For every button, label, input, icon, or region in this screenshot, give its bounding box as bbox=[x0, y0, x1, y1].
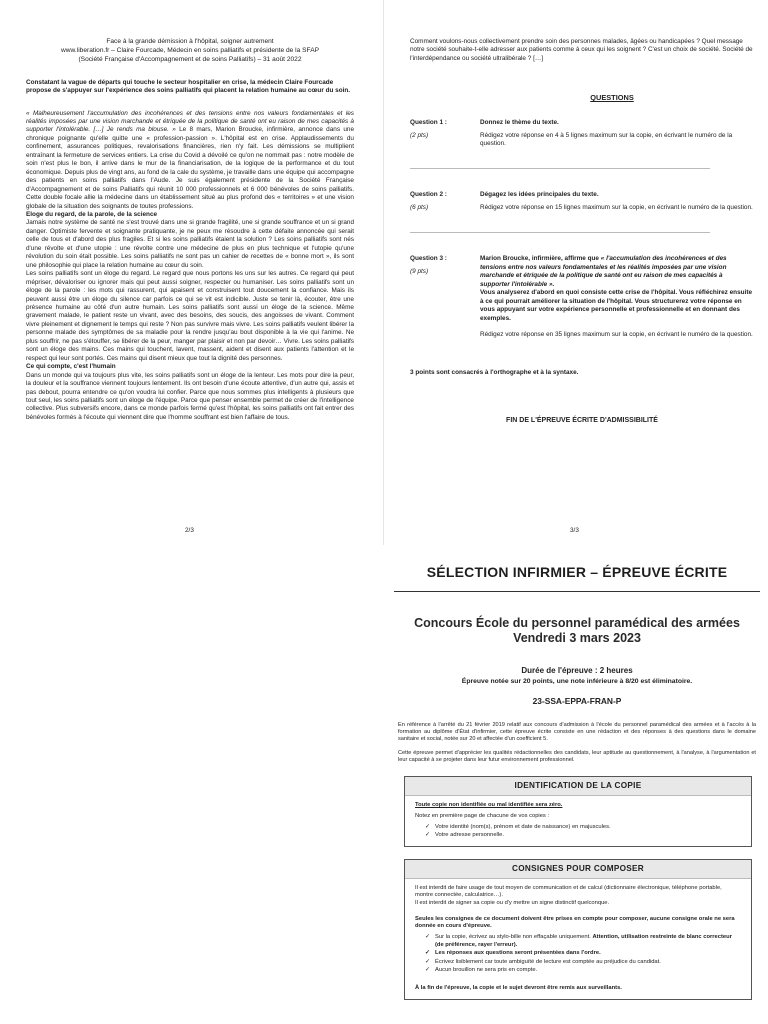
question-2-left bbox=[410, 191, 466, 212]
section-heading-1: Eloge du regard, de la parole, de la science bbox=[26, 211, 158, 219]
instructions-list bbox=[415, 934, 741, 975]
question-main bbox=[480, 255, 754, 289]
question-3-quote: « l'accumulation des incohérences et des tensions entre nos valeurs fondamentales et les réalités imposées par une vision marchande et étriquée de la politique de santé ont eu raison de mes capacités à supporter l'intolérable ». bbox=[480, 255, 727, 288]
identification-warning: Toute copie non identifiée ou mal identifiée sera zéro. bbox=[415, 802, 563, 809]
source-org: (Société Française d'Accompagnement et de soins Palliatifs) – 31 août 2022 bbox=[78, 55, 302, 63]
list-item bbox=[427, 934, 741, 949]
end-of-exam: FIN DE L'ÉPREUVE ÉCRITE D'ADMISSIBILITÉ bbox=[506, 416, 658, 424]
list-item: ✓ Votre adresse personnelle. bbox=[427, 832, 741, 840]
question-1 bbox=[410, 119, 754, 148]
article-body bbox=[26, 110, 354, 423]
question-main: Dégagez les idées principales du texte. bbox=[480, 191, 599, 199]
list-item: ✓ Votre identité (nom(s), prénom et date de naissance) en majuscules. bbox=[427, 824, 741, 832]
question-1-right bbox=[480, 119, 754, 148]
identification-title: IDENTIFICATION DE LA COPIE bbox=[405, 777, 751, 796]
page-2-of-3 bbox=[0, 0, 384, 545]
list-item-bold: Attention, utilisation restreinte de blanc correcteur (de préférence, rayer l'erreur). bbox=[435, 933, 732, 948]
list-item: ✓ Aucun brouillon ne sera pris en compte. bbox=[427, 967, 741, 975]
question-3-right bbox=[480, 255, 754, 339]
question-2-right bbox=[480, 191, 754, 212]
list-item-text: Sur la copie, écrivez au stylo-bille non effaçable uniquement. bbox=[435, 933, 593, 940]
paragraph-1-rest: Le 8 mars, Marion Broucke, infirmière, annonce dans une chronique poignante qu'elle quitte une « profession-passion ». L'hôpital est en crise. Applaudissements du confinement, assurances politiques, revalorisations financières, rien n'y fait. Les démissions se multiplient entraînant la fermeture de services entiers. La crise du Covid a dévoilé ce qu'on ne nommait pas : notre modèle de soin n'est plus le bon, il arrive dans le mur de la financiarisation, de la logique de la performance et du tout économique. Depuis plus de vingt ans, au fond de la cale du système, je travaille dans une équipe qui accompagne des patients en soins palliatifs dans l'Aude. Je suis également présidente de la Société Française d'Accompagnement et de soins Palliatifs qui réunit 10 000 professionnels et 6 000 bénévoles de soins palliatifs. Cette double focale allie la médecine dans un établissement situé au plus profond des « territoires » et une vision globale de la situation des soignants de toutes professions. bbox=[26, 126, 355, 210]
identification-box bbox=[404, 776, 752, 846]
list-item: ✓ Les réponses aux questions seront présentées dans l'ordre. bbox=[427, 950, 741, 958]
concours-name: Concours École du personnel paramédical des armées bbox=[414, 616, 740, 631]
source-header bbox=[26, 38, 354, 65]
page-number: 2/3 bbox=[185, 526, 194, 534]
question-separator bbox=[410, 232, 710, 233]
instructions-prohibition-1: Il est interdit de faire usage de tout moyen de communication et de calcul (dictionnaire électronique, téléphone portable, montre connectée, calculatrice…). bbox=[415, 884, 722, 899]
article-chapo: Constatant la vague de départs qui touche le secteur hospitalier en crise, la médecin Claire Fourcade propose de s'appuyer sur l'expérience des soins palliatifs qui placent la relation humaine au cœur du soin. bbox=[26, 78, 351, 95]
instructions-title: CONSIGNES POUR COMPOSER bbox=[405, 860, 751, 879]
question-3-task: Vous analyserez d'abord en quoi consiste cette crise de l'hôpital. Vous réfléchirez ensuite à ce qui pourrait améliorer la situation de l'hôpital. Vous structurerez votre réponse en vous appuyant sur votre expérience personnelle et professionnelle et en donnant des exemples. bbox=[480, 289, 752, 322]
article-conclusion: Comment voulons-nous collectivement prendre soin des personnes malades, âgées ou handicapées ? Quel message notre société souhaite-t-elle adresser aux patients comme à ceux qui les soignent ? C'est un choix de société. Société de l'interdépendance ou société ultralibérale ? […] bbox=[410, 38, 753, 62]
question-3 bbox=[410, 255, 754, 339]
exam-title: SÉLECTION INFIRMIER – ÉPREUVE ÉCRITE bbox=[426, 564, 728, 580]
identification-instruction: Notez en première page de chacune de vos copies : bbox=[415, 812, 550, 819]
grading-note: Épreuve notée sur 20 points, une note inférieure à 8/20 est éliminatoire. bbox=[461, 677, 693, 685]
legal-reference: En référence à l'arrêté du 21 février 2019 relatif aux concours d'admission à l'école du personnel paramédical des armées et à l'accès à la formation au diplôme d'État d'infirmier, cette épreuve écrite consiste en une rédaction et des réponses à des questions dans le domaine sanitaire et social, notée sur 20 et affectée d'un coefficient 5. bbox=[398, 721, 756, 743]
section-heading-2: Ce qui compte, c'est l'humain bbox=[26, 363, 116, 371]
source-title: Face à la grande démission à l'hôpital, soigner autrement bbox=[106, 38, 274, 45]
spelling-note: 3 points sont consacrés à l'orthographe et à la syntaxe. bbox=[410, 369, 579, 377]
exam-date: Vendredi 3 mars 2023 bbox=[513, 631, 641, 646]
question-3-left bbox=[410, 255, 466, 339]
instructions-box bbox=[404, 859, 752, 1000]
paragraph-4: Dans un monde qui va toujours plus vite, les soins palliatifs sont un éloge de la lenteur. Les mots pour dire la peur, la douleur et la souffrance viennent toujours lentement. Ils ont besoin d'une écoute attentive, d'un autre qui, assis et pas debout, pourra entendre ce qu'on voudra lui confier. Parce que nous sommes plus intelligents à plusieurs que tout seul, les soins palliatifs sont un éloge de l'équipe. Parce que penser ensemble permet de créer de l'intelligence collective. Plus subversifs encore, dans ce monde parfois fermé qu'est l'hôpital, les soins palliatifs ont fait entrer des bénévoles formés à l'écoute qui viennent dire que l'homme souffrant est bien l'affaire de tous. bbox=[26, 371, 354, 421]
title-rule bbox=[394, 591, 760, 592]
question-instruction: Rédigez votre réponse en 15 lignes maximum sur la copie, en écrivant le numéro de la question. bbox=[480, 203, 753, 211]
exam-purpose: Cette épreuve permet d'apprécier les qualités rédactionnelles des candidats, leur aptitude au questionnement, à l'analyse, à l'argumentation et leur capacité à se projeter dans leur futur environnement professionnel. bbox=[398, 749, 756, 764]
instructions-end: À la fin de l'épreuve, la copie et le sujet devront être remis aux surveillants. bbox=[415, 985, 622, 992]
identification-list bbox=[415, 824, 741, 840]
blank-area bbox=[0, 545, 384, 1024]
question-points: (6 pts) bbox=[410, 203, 429, 211]
question-instruction: Rédigez votre réponse en 35 lignes maximum sur la copie, en écrivant le numéro de la question. bbox=[480, 331, 753, 339]
paragraph-1 bbox=[26, 110, 354, 211]
page-3-of-3 bbox=[384, 0, 768, 545]
source-url: www.liberation.fr – Claire Fourcade, Médecin en soins palliatifs et présidente de la SFAP bbox=[60, 46, 320, 54]
exam-duration: Durée de l'épreuve : 2 heures bbox=[521, 665, 633, 675]
list-item: ✓ Écrivez lisiblement car toute ambiguïté de lecture est comptée au préjudice du candidat. bbox=[427, 959, 741, 967]
question-label: Question 3 : bbox=[410, 255, 447, 263]
concours-title bbox=[398, 616, 756, 646]
question-points: (9 pts) bbox=[410, 267, 429, 275]
question-3-intro: Marion Broucke, infirmière, affirme que bbox=[480, 255, 601, 263]
question-1-left bbox=[410, 119, 466, 148]
instructions-prohibition-2: Il est interdit de signer sa copie ou d'y mettre un signe distinctif quelconque. bbox=[415, 899, 610, 906]
page-number: 3/3 bbox=[570, 526, 579, 534]
question-main: Donnez le thème du texte. bbox=[480, 119, 559, 127]
question-label: Question 1 : bbox=[410, 119, 447, 127]
question-separator bbox=[410, 168, 710, 169]
question-2 bbox=[410, 191, 754, 212]
paragraph-3: Les soins palliatifs sont un éloge du regard. Le regard que nous portons les uns sur les autres. Ce regard qui peut mépriser, dévaloriser ou ignorer mais qui peut aussi soigner, respecter ou humaniser. Les soins palliatifs sont un éloge de la parole : les mots qui rassurent, qui apaisent et construisent tout doucement la confiance. Mais ils peuvent aussi être un éloge du silence car parfois ce qui se vit est indicible. Juste se tenir là, écouter, être une présence humaine au côté d'un autre humain. Les soins palliatifs sont aussi un éloge de la science. Même gravement malade, le patient reste un vivant, avec des besoins, des soucis, des angoisses de vivant. Comment vivre pleinement et dignement le temps qui reste ? Non pas survivre mais vivre. Les soins palliatifs veulent libérer la personne malade des symptômes de sa maladie pour la rendre jusqu'au bout disponible à la vie qui l'anime. Ne plus souffrir, ne pas s'étouffer, se libérer de la peur, manger par plaisir et non par devoir… Vivre. Les soins palliatifs sont un éloge des mains. Ces mains qui touchent, lavent, massent, aident et disent aux patients l'attention et le respect qui leur sont portés. Ces mains qui disent mieux que tout la dignité des personnes. bbox=[26, 270, 354, 362]
paragraph-2: Jamais notre système de santé ne s'est trouvé dans une si grande fragilité, une si grande souffrance et un si grand danger. Optimiste fervente et soignante pratiquante, je ne peux me résoudre à cette défaite annoncée qui serait celle de tous et d'abord des plus fragiles. Et si les soins palliatifs étaient la solution ? Les soins palliatifs sont nés d'une révolte et d'une utopie : une révolte contre une médecine de plus en plus technique et l'utopie qu'une révolution du soin était possible. Les soins palliatifs ne sont pas un cahier de recettes de « bonne mort », ils sont une philosophie qui place la relation humaine au cœur du soin. bbox=[26, 219, 354, 269]
exam-code: 23-SSA-EPPA-FRAN-P bbox=[532, 696, 622, 707]
quote-italic: « Malheureusement l'accumulation des incohérences et des tensions entre nos valeurs fondamentales et les réalités imposées par une vision marchande et étriquée de la politique de santé ont eu raison de mes capacités à supporter l'intolérable. […] Je rends ma blouse. » bbox=[26, 109, 354, 134]
instructions-only-document: Seules les consignes de ce document doivent être prises en compte pour composer, aucune consigne orale ne sera donnée en cours d'épreuve. bbox=[415, 915, 735, 930]
cover-page bbox=[384, 545, 768, 1024]
question-points: (2 pts) bbox=[410, 131, 429, 139]
question-instruction: Rédigez votre réponse en 4 à 5 lignes maximum sur la copie, en écrivant le numéro de la question. bbox=[480, 131, 733, 148]
question-label: Question 2 : bbox=[410, 191, 447, 199]
questions-title: QUESTIONS bbox=[590, 93, 634, 103]
